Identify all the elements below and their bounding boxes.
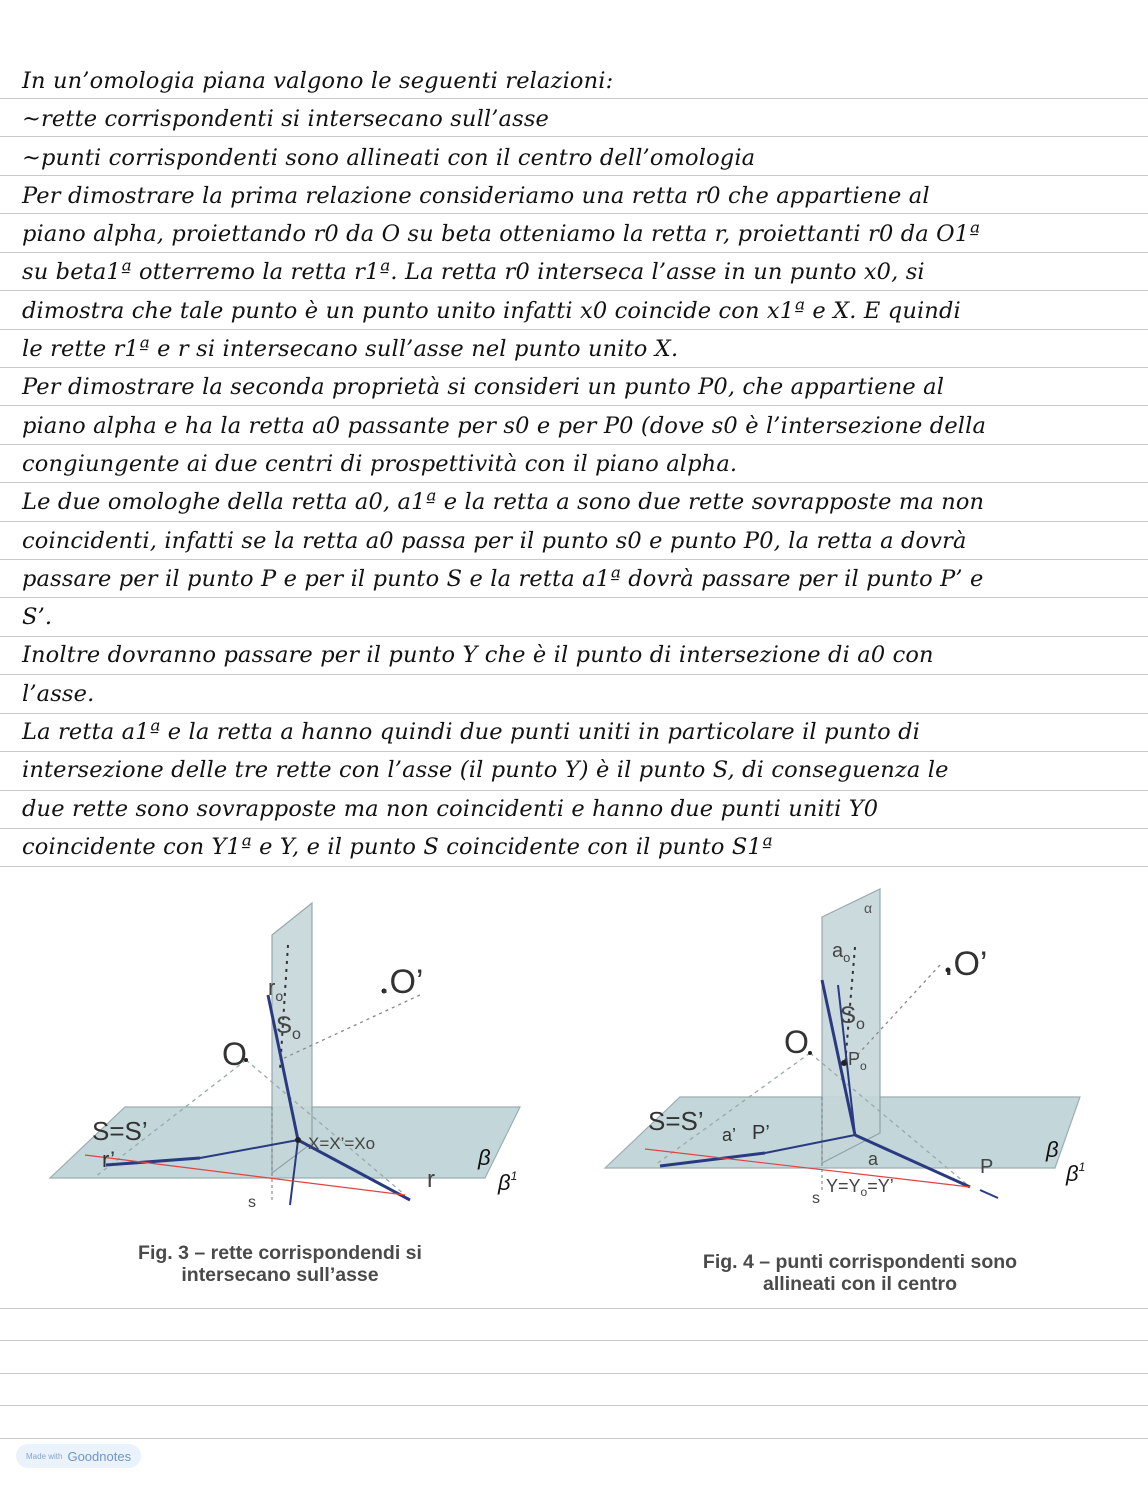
label-s: s xyxy=(248,1194,256,1211)
goodnotes-brand: Goodnotes xyxy=(67,1448,132,1464)
note-line: congiungente ai due centri di prospettività con il piano alpha. xyxy=(22,450,738,477)
note-line: Inoltre dovranno passare per il punto Y che è il punto di intersezione di a0 con xyxy=(22,642,934,669)
axis-tail xyxy=(980,1190,998,1198)
caption-line: Fig. 3 – rette corrispondendi si xyxy=(138,1242,422,1264)
label-X: X=X’=Xo xyxy=(308,1134,376,1153)
note-line: ~rette corrispondenti si intersecano sull’asse xyxy=(22,106,549,133)
caption-line: Fig. 4 – punti corrispondenti sono xyxy=(702,1251,1018,1273)
note-line: Le due omologhe della retta a0, a1ª e la retta a sono due rette sovrapposte ma non xyxy=(22,489,985,516)
figure-4-caption xyxy=(630,1251,1090,1295)
label-P-prime: P’ xyxy=(752,1122,770,1144)
point-P0 xyxy=(841,1060,847,1066)
label-alpha: α xyxy=(864,900,873,916)
label-S-equals-S-prime: S=S’ xyxy=(92,1116,148,1146)
note-line: due rette sono sovrapposte ma non coincidenti e hanno due punti uniti Y0 xyxy=(22,795,879,822)
note-line: S’. xyxy=(22,604,53,631)
made-with-goodnotes-badge xyxy=(16,1444,141,1468)
label-S0: $S_o$ xyxy=(840,1002,865,1033)
label-r0: $r_o$ xyxy=(268,975,284,1004)
note-line: passare per il punto P e per il punto S e la retta a1ª dovrà passare per il punto P’ e xyxy=(22,565,984,592)
caption-line: intersecano sull’asse xyxy=(181,1264,379,1286)
label-P0: $P_o$ xyxy=(848,1049,867,1073)
label-a-prime: a’ xyxy=(722,1125,737,1145)
label-s: s xyxy=(812,1190,820,1207)
label-Y: $Y=Y_o=Y$’ xyxy=(826,1176,894,1199)
note-line: su beta1ª otterremo la retta r1ª. La retta r0 interseca l’asse in un punto x0, si xyxy=(22,259,925,286)
label-O-prime: .O’ xyxy=(380,963,424,1001)
label-P: P xyxy=(980,1156,994,1178)
note-line: ~punti corrispondenti sono allineati con il centro dell’omologia xyxy=(22,144,756,171)
made-with-label: Made with xyxy=(26,1451,63,1461)
note-line: intersezione delle tre rette con l’asse (il punto Y) è il punto S, di conseguenza le xyxy=(22,757,949,784)
note-line: La retta a1ª e la retta a hanno quindi due punti uniti in particolare il punto di xyxy=(22,719,920,746)
note-line: le rette r1ª e r si intersecano sull’asse nel punto unito X. xyxy=(22,336,679,363)
label-a: a xyxy=(868,1149,879,1169)
label-r: r xyxy=(427,1166,435,1193)
handwritten-beta: β xyxy=(478,1145,491,1170)
figure-4-diagram xyxy=(600,885,1100,1215)
label-S0: $S_o$ xyxy=(276,1012,301,1043)
handwritten-notes xyxy=(22,64,1132,868)
label-r-prime: r’ xyxy=(102,1147,116,1172)
figure-3-caption xyxy=(60,1242,500,1286)
note-line: coincidenti, infatti se la retta a0 passa per il punto s0 e punto P0, la retta a dovrà xyxy=(22,527,967,554)
note-line: Per dimostrare la prima relazione consideriamo una retta r0 che appartiene al xyxy=(22,182,930,209)
handwritten-beta1: $\beta^1$ xyxy=(1066,1160,1086,1186)
figure-3-diagram xyxy=(40,895,540,1225)
label-O-prime: .O’ xyxy=(944,945,988,983)
label-S-equals-S-prime: S=S’ xyxy=(648,1106,704,1136)
handwritten-beta: β xyxy=(1046,1137,1059,1162)
note-line: In un’omologia piana valgono le seguenti relazioni: xyxy=(22,68,614,94)
handwritten-beta1: $\beta^1$ xyxy=(498,1169,518,1195)
label-O: O xyxy=(784,1024,809,1060)
point-X xyxy=(295,1137,301,1143)
note-line: Per dimostrare la seconda proprietà si consideri un punto P0, che appartiene al xyxy=(22,374,945,401)
caption-line: allineati con il centro xyxy=(763,1273,957,1295)
label-a0: $a_o$ xyxy=(832,940,851,965)
note-line: coincidente con Y1ª e Y, e il punto S coincidente con il punto S1ª xyxy=(22,833,773,860)
label-O: O xyxy=(222,1036,247,1072)
note-line: piano alpha, proiettando r0 da O su beta otteniamo la retta r, proiettanti r0 da O1ª xyxy=(22,221,981,248)
note-line: piano alpha e ha la retta a0 passante per s0 e per P0 (dove s0 è l’intersezione della xyxy=(22,412,987,439)
note-line: l’asse. xyxy=(22,680,95,707)
note-line: dimostra che tale punto è un punto unito infatti x0 coincide con x1ª e X. E quindi xyxy=(22,297,961,324)
